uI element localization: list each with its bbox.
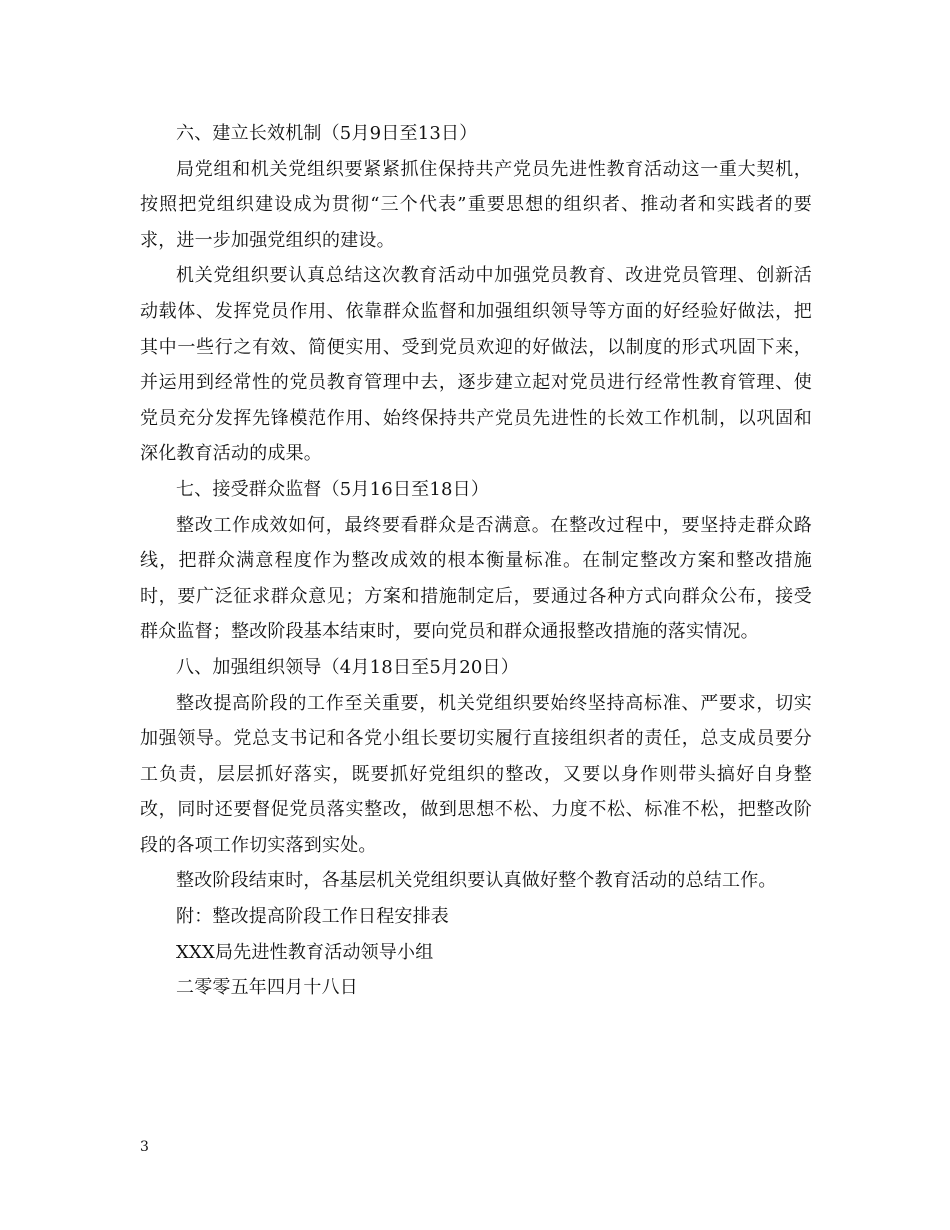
page-number: 3 (140, 1139, 149, 1155)
attachment-note: 附：整改提高阶段工作日程安排表 (176, 906, 449, 928)
signature-organization: XXX局先进性教育活动领导小组 (176, 941, 434, 963)
document-body (140, 116, 812, 1006)
section-heading-8: 八、加强组织领导（4月18日至5月20日） (176, 656, 519, 678)
section-heading-7: 七、接受群众监督（5月16日至18日） (176, 478, 490, 500)
body-paragraph: 整改工作成效如何，最终要看群众是否满意。在整改过程中，要坚持走群众路线，把群众满意程度作为整改成效的根本衡量标准。在制定整改方案和整改措施时，要广泛征求群众意见；方案和措施制定后，要通过各种方式向群众公布，接受群众监督；整改阶段基本结束时，要向党员和群众通报整改措施的落实情况。 (140, 514, 812, 643)
body-paragraph: 机关党组织要认真总结这次教育活动中加强党员教育、改进党员管理、创新活动载体、发挥党员作用、依靠群众监督和加强组织领导等方面的好经验好做法，把其中一些行之有效、简便实用、受到党员欢迎的好做法，以制度的形式巩固下来，并运用到经常性的党员教育管理中去，逐步建立起对党员进行经常性教育管理、使党员充分发挥先锋模范作用、始终保持共产党员先进性的长效工作机制，以巩固和深化教育活动的成果。 (140, 265, 812, 465)
body-paragraph: 整改阶段结束时，各基层机关党组织要认真做好整个教育活动的总结工作。 (176, 870, 777, 892)
signature-date: 二零零五年四月十八日 (176, 977, 358, 999)
section-heading-6: 六、建立长效机制（5月9日至13日） (176, 123, 478, 144)
body-paragraph: 局党组和机关党组织要紧紧抓住保持共产党员先进性教育活动这一重大契机，按照把党组织建设成为贯彻“三个代表”重要思想的组织者、推动者和实践者的要求，进一步加强党组织的建设。 (140, 158, 812, 251)
body-paragraph: 整改提高阶段的工作至关重要，机关党组织要始终坚持高标准、严要求，切实加强领导。党总支书记和各党小组长要切实履行直接组织者的责任，总支成员要分工负责，层层抓好落实，既要抓好党组织的整改，又要以身作则带头搞好自身整改，同时还要督促党员落实整改，做到思想不松、力度不松、标准不松，把整改阶段的各项工作切实落到实处。 (140, 692, 812, 856)
